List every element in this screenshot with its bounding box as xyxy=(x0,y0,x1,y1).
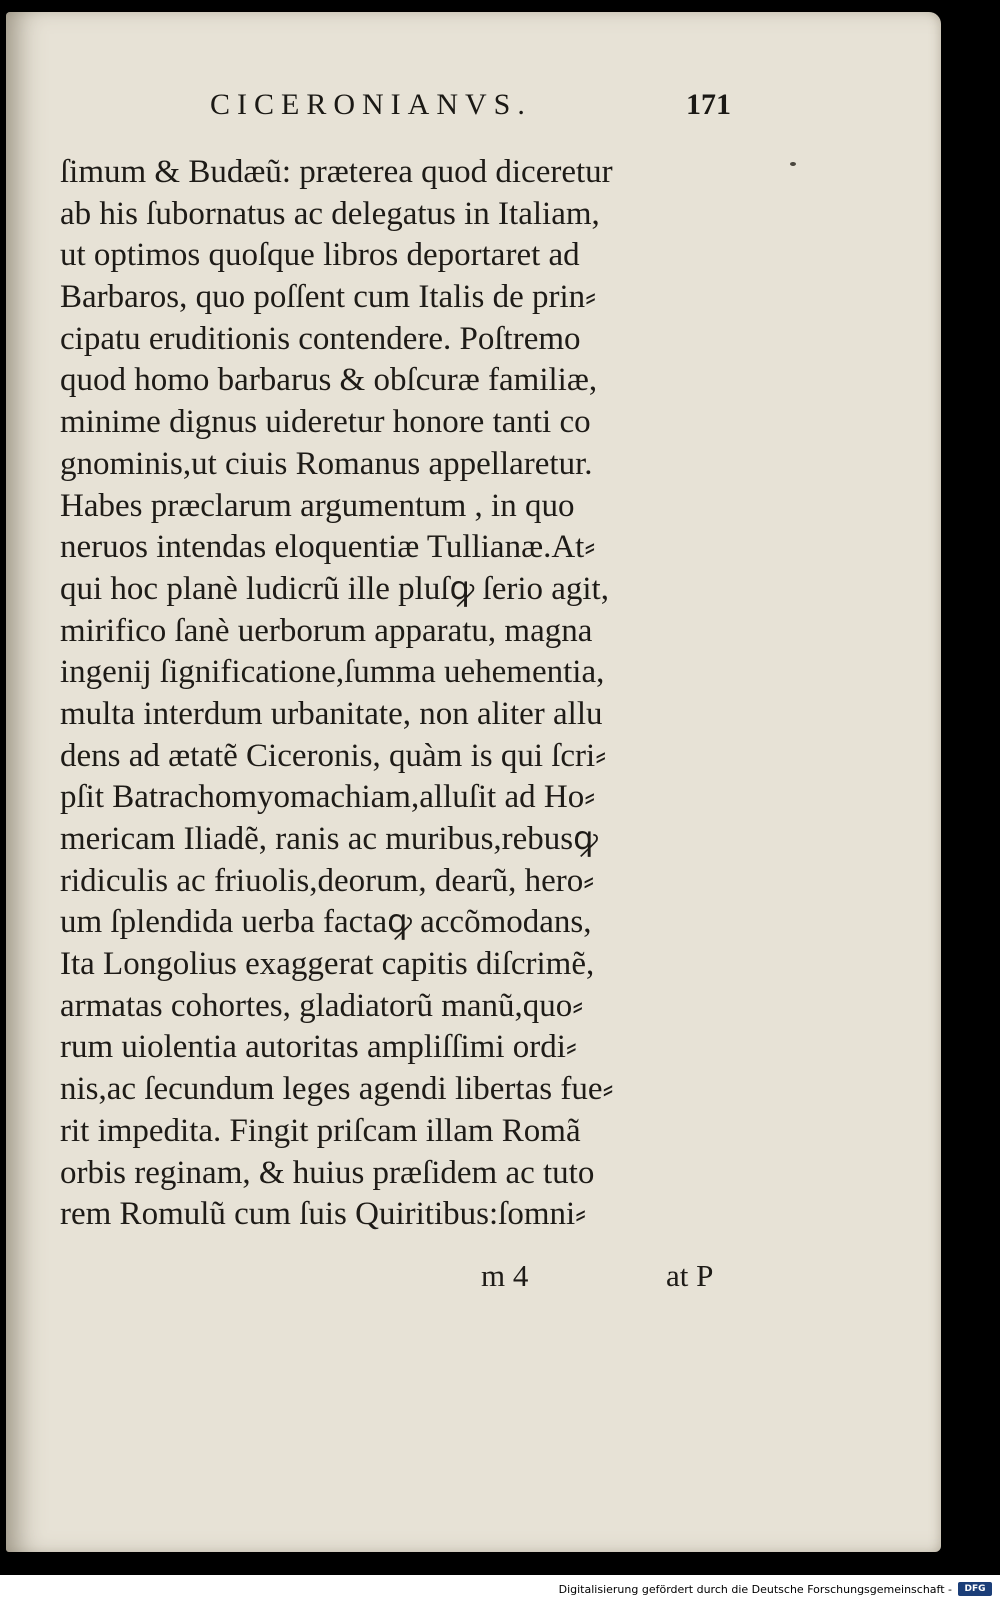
catchword: at P xyxy=(666,1258,714,1293)
text-line: ingenij ſignificatione,ſumma uehementia, xyxy=(60,654,605,691)
text-line: pſit Batrachomyomachiam,alluſit ad Ho⸗ xyxy=(60,779,596,816)
text-line: ut optimos quoſque libros deportaret ad xyxy=(60,237,580,274)
signature-mark: m 4 xyxy=(481,1258,529,1293)
text-line: ſimum & Budæũ: præterea quod diceretur xyxy=(60,154,613,190)
text-line: Ita Longolius exaggerat capitis diſcrimẽ, xyxy=(60,946,595,983)
text-line: ab his ſubornatus ac delegatus in Italiam, xyxy=(60,195,600,232)
text-line: Barbaros, quo poſſent cum Italis de prin⸗ xyxy=(60,279,597,316)
book-page xyxy=(6,12,941,1552)
text-line: armatas cohortes, gladiatorũ manũ,quo⸗ xyxy=(60,987,584,1024)
text-line: quod homo barbarus & obſcuræ familiæ, xyxy=(60,362,598,399)
text-line: Habes præclarum argumentum , in quo xyxy=(60,487,575,524)
footer-credit: Digitalisierung gefördert durch die Deutsche Forschungsgemeinschaft - xyxy=(558,1583,952,1596)
text-line: orbis reginam, & huius præſidem ac tuto xyxy=(60,1154,595,1191)
text-line: mericam Iliadẽ, ranis ac muribus,rebusꝙ xyxy=(60,821,598,857)
text-block xyxy=(60,152,740,1236)
ink-speck xyxy=(790,162,796,166)
text-line: mirifico ſanè uerborum apparatu, magna xyxy=(60,612,593,649)
text-line: um ſplendida uerba factaꝙ accõmodans, xyxy=(60,904,592,941)
text-line: multa interdum urbanitate, non aliter allu xyxy=(60,695,603,732)
dfg-logo: DFG xyxy=(958,1582,992,1596)
text-line: gnominis,ut ciuis Romanus appellaretur. xyxy=(60,445,593,482)
folio-number: 171 xyxy=(686,88,731,121)
text-line: rit impedita. Fingit priſcam illam Romã xyxy=(60,1112,581,1149)
text-line: qui hoc planè ludicrũ ille pluſꝙ ſerio agit, xyxy=(60,570,609,607)
text-line: nis,ac ſecundum leges agendi libertas fue⸗ xyxy=(60,1071,614,1108)
running-head xyxy=(6,12,941,72)
text-line: rum uiolentia autoritas ampliſſimi ordi⸗ xyxy=(60,1029,577,1066)
running-title: CICERONIANVS. xyxy=(210,88,532,121)
digitization-footer xyxy=(0,1575,1000,1606)
text-line: neruos intendas eloquentiæ Tullianæ.At⸗ xyxy=(60,529,596,566)
text-line: cipatu eruditionis contendere. Poſtremo xyxy=(60,320,581,357)
text-line: dens ad ætatẽ Ciceronis, quàm is qui ſcri⸗ xyxy=(60,737,607,774)
catchline xyxy=(6,1258,941,1298)
text-line: ridiculis ac friuolis,deorum, dearũ, hero⸗ xyxy=(60,862,595,899)
text-line: minime dignus uideretur honore tanti co xyxy=(60,404,591,441)
text-line: rem Romulũ cum ſuis Quiritibus:ſomni⸗ xyxy=(60,1196,587,1233)
